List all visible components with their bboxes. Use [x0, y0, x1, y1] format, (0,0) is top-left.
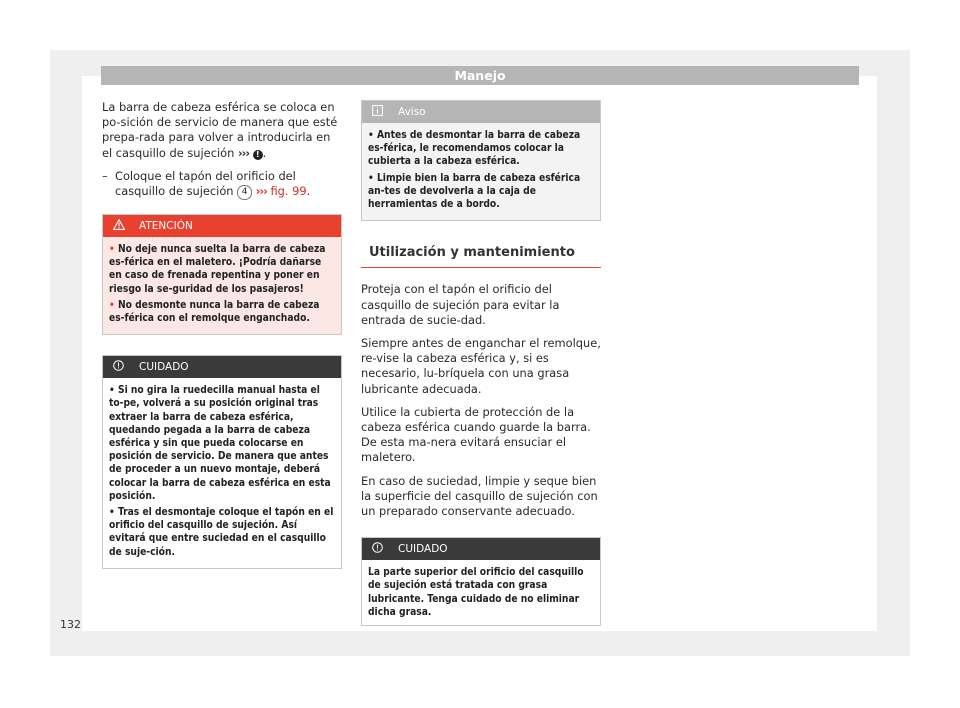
info-circle-icon	[113, 356, 135, 378]
caution-box-title: CUIDADO	[139, 361, 189, 374]
warning-box-header	[103, 215, 341, 237]
step-text: Coloque el tapón del orificio del casquillo de sujeción	[115, 168, 296, 199]
caution-box-body	[103, 378, 341, 568]
figure-reference-link[interactable]: fig. 99	[270, 184, 307, 199]
bullet-marker: •	[109, 507, 115, 519]
caution-item	[109, 384, 335, 503]
info-mark-icon: !	[253, 150, 263, 160]
note-box-title: Aviso	[398, 106, 426, 118]
info-circle-icon	[372, 538, 394, 560]
right-column	[361, 100, 601, 638]
page-header: Manejo	[101, 66, 859, 85]
note-icon	[372, 101, 394, 123]
page-number: 132	[60, 618, 81, 631]
bullet-marker: •	[109, 244, 115, 256]
body-paragraph: Siempre antes de enganchar el remolque, re-vise la cabeza esférica y, si es necesario, lu-bríquela con una grasa lubricante adecuada.	[361, 336, 601, 396]
bullet-marker: •	[109, 385, 115, 397]
body-paragraph: En caso de suciedad, limpie y seque bien la superficie del casquillo de sujeción con un preparado conservante adecuado.	[361, 473, 598, 519]
dash-marker: –	[102, 168, 108, 183]
caution-box-right-body: La parte superior del orificio del casquillo de sujeción está tratada con grasa lubricante. Tenga cuidado de no eliminar dicha grasa.	[362, 560, 600, 625]
caution-item	[109, 506, 335, 559]
warning-item	[109, 243, 335, 296]
body-paragraph: Utilice la cubierta de protección de la cabeza esférica cuando guarde la barra. De esta ma-nera evitará ensuciar el maletero.	[361, 404, 591, 465]
caution-item-text: Si no gira la ruedecilla manual hasta el to-pe, volverá a su posición original tras extraer la barra de cabeza esférica, quedando pegada a la barra de cabeza esférica y sin que pueda colocarse en posición de servicio. De manera que antes de proceder a un nuevo montaje, deberá colocar la barra de cabeza esférica en esta posición.	[109, 385, 331, 502]
note-box	[361, 100, 601, 221]
section-title: Utilización y mantenimiento	[361, 245, 601, 268]
caution-box-header	[103, 356, 341, 378]
note-box-header	[362, 101, 600, 123]
bullet-marker: •	[109, 299, 115, 311]
note-item	[368, 172, 594, 212]
intro-paragraph: La barra de cabeza esférica se coloca en po-sición de servicio de manera que esté prepa-rada para volver a introducirla en el casquillo de sujeción ››› ! .	[102, 100, 338, 160]
bullet-marker: •	[368, 172, 374, 184]
warning-box	[102, 214, 342, 335]
warning-item	[109, 299, 335, 325]
step-callout-number: 4	[237, 185, 252, 200]
warning-box-body	[103, 237, 341, 334]
left-column	[102, 100, 342, 581]
caution-box-right-header	[362, 538, 600, 560]
note-item	[368, 129, 594, 169]
caution-box-right-title: CUIDADO	[398, 543, 448, 556]
reference-arrows[interactable]: ›››	[237, 145, 250, 160]
note-item-text: Antes de desmontar la barra de cabeza es-férica, le recomendamos colocar la cubierta a la cabeza esférica.	[368, 130, 581, 168]
caution-box-right	[361, 537, 601, 626]
note-item-text: Limpie bien la barra de cabeza esférica an-tes de devolverla a la caja de herramientas de a bordo.	[368, 172, 581, 211]
caution-item-text: Tras el desmontaje coloque el tapón en el orificio del casquillo de sujeción. Así evitará que entre suciedad en el casquillo de suje-ción.	[109, 507, 334, 558]
body-paragraph: Proteja con el tapón el orificio del casquillo de sujeción para evitar la entrada de sucie-dad.	[361, 282, 560, 327]
note-box-body	[362, 123, 600, 220]
warning-box-title: ATENCIÓN	[139, 220, 193, 233]
bullet-marker: •	[368, 130, 374, 141]
intro-text: La barra de cabeza esférica se coloca en po-sición de servicio de manera que esté prepa-rada para volver a introducirla en el casquillo de sujeción	[102, 100, 338, 160]
figure-reference-arrows[interactable]: ›››	[255, 184, 267, 199]
caution-box	[102, 355, 342, 569]
step-item: – Coloque el tapón del orificio del casquillo de sujeción 4 ››› fig. 99.	[102, 168, 311, 199]
warning-triangle-icon	[113, 215, 135, 237]
warning-item-text: No deje nunca suelta la barra de cabeza es-férica en el maletero. ¡Podría dañarse en caso de frenada repentina y poner en riesgo la se-guridad de los pasajeros!	[109, 244, 326, 295]
warning-item-text: No desmonte nunca la barra de cabeza es-férica con el remolque enganchado.	[109, 299, 320, 325]
